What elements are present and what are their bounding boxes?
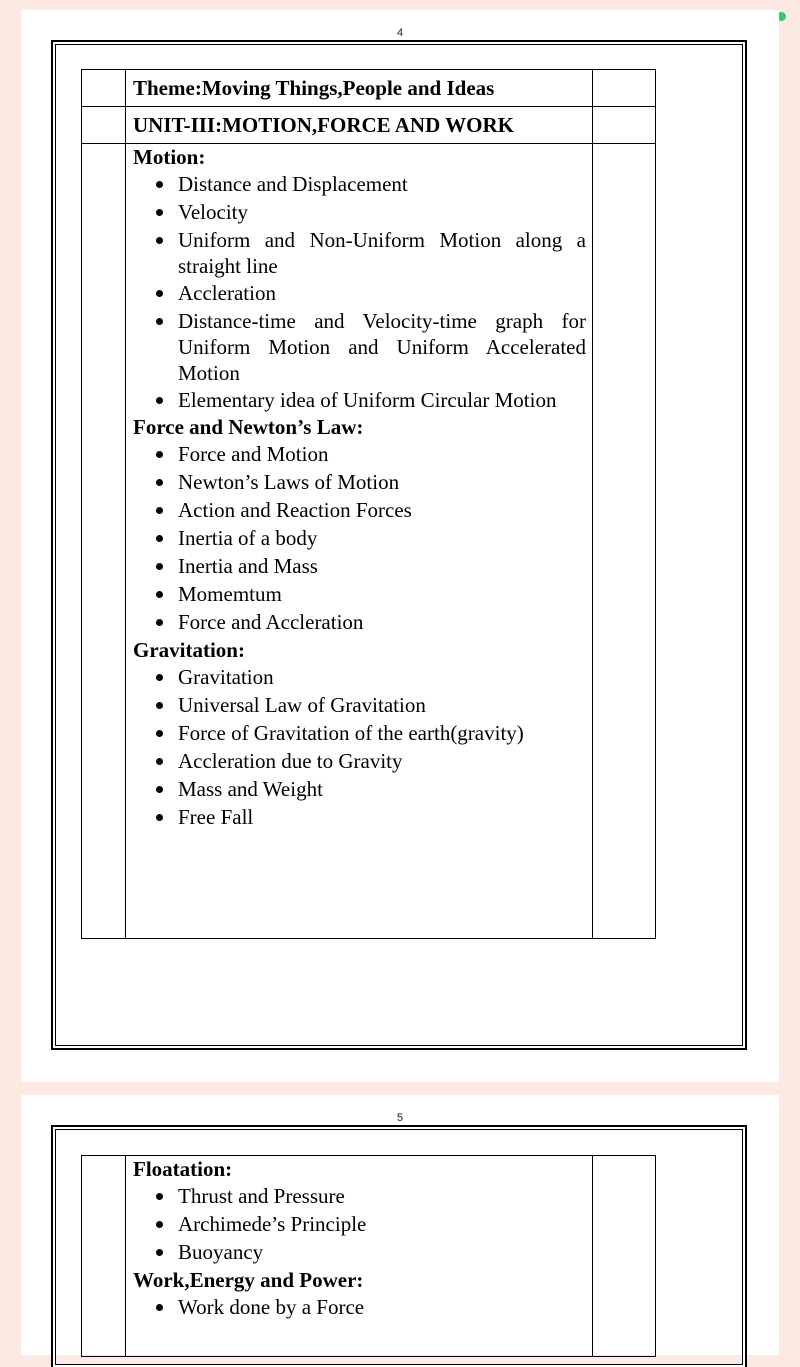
left-column-cell <box>82 70 126 107</box>
theme-heading: Theme:Moving Things,People and Ideas <box>126 70 593 107</box>
syllabus-table <box>81 69 656 939</box>
left-column-cell <box>82 1156 126 1357</box>
content-cell <box>126 144 593 939</box>
section-title-floatation: Floatation: <box>133 1157 233 1181</box>
section-title-force: Force and Newton’s Law: <box>133 415 364 439</box>
document-page-5 <box>21 1095 779 1355</box>
list-item: Thrust and Pressure <box>156 1183 586 1210</box>
section-title-gravitation: Gravitation: <box>133 638 245 662</box>
work-energy-list <box>133 1294 586 1321</box>
left-column-cell <box>82 107 126 144</box>
floatation-list <box>133 1183 586 1266</box>
list-item: Momemtum <box>156 581 586 608</box>
document-page-4 <box>21 10 779 1082</box>
list-item: Accleration <box>156 280 586 307</box>
list-item: Inertia of a body <box>156 525 586 552</box>
content-cell <box>126 1156 593 1357</box>
syllabus-table <box>81 1155 656 1357</box>
list-item: Inertia and Mass <box>156 553 586 580</box>
right-column-cell <box>593 107 656 144</box>
list-item: Action and Reaction Forces <box>156 497 586 524</box>
list-item: Distance and Displacement <box>156 171 586 198</box>
list-item: Uniform and Non-Uniform Motion along a straight line <box>156 227 586 279</box>
content-row <box>82 144 656 939</box>
list-item: Gravitation <box>156 664 586 691</box>
list-item: Elementary idea of Uniform Circular Motion <box>156 387 586 413</box>
right-column-cell <box>593 70 656 107</box>
unit-heading: UNIT-III:MOTION,FORCE AND WORK <box>126 107 593 144</box>
page-number: 5 <box>396 1112 404 1124</box>
list-item: Distance-time and Velocity-time graph for Uniform Motion and Uniform Accelerated Motion <box>156 308 586 386</box>
list-item: Mass and Weight <box>156 776 586 803</box>
page-number: 4 <box>396 27 404 39</box>
left-column-cell <box>82 144 126 939</box>
list-item: Force and Accleration <box>156 609 586 636</box>
list-item: Buoyancy <box>156 1239 586 1266</box>
list-item: Accleration due to Gravity <box>156 748 586 775</box>
motion-list <box>133 171 586 413</box>
list-item: Work done by a Force <box>156 1294 586 1321</box>
list-item: Force of Gravitation of the earth(gravity) <box>156 720 586 747</box>
right-column-cell <box>593 144 656 939</box>
right-column-cell <box>593 1156 656 1357</box>
gravitation-list <box>133 664 586 831</box>
force-list <box>133 441 586 636</box>
list-item: Force and Motion <box>156 441 586 468</box>
list-item: Velocity <box>156 199 586 226</box>
content-row <box>82 1156 656 1357</box>
list-item: Free Fall <box>156 804 586 831</box>
section-title-work-energy-power: Work,Energy and Power: <box>133 1268 364 1292</box>
section-title-motion: Motion: <box>133 145 206 169</box>
list-item: Archimede’s Principle <box>156 1211 586 1238</box>
theme-row <box>82 70 656 107</box>
unit-row <box>82 107 656 144</box>
list-item: Newton’s Laws of Motion <box>156 469 586 496</box>
list-item: Universal Law of Gravitation <box>156 692 586 719</box>
